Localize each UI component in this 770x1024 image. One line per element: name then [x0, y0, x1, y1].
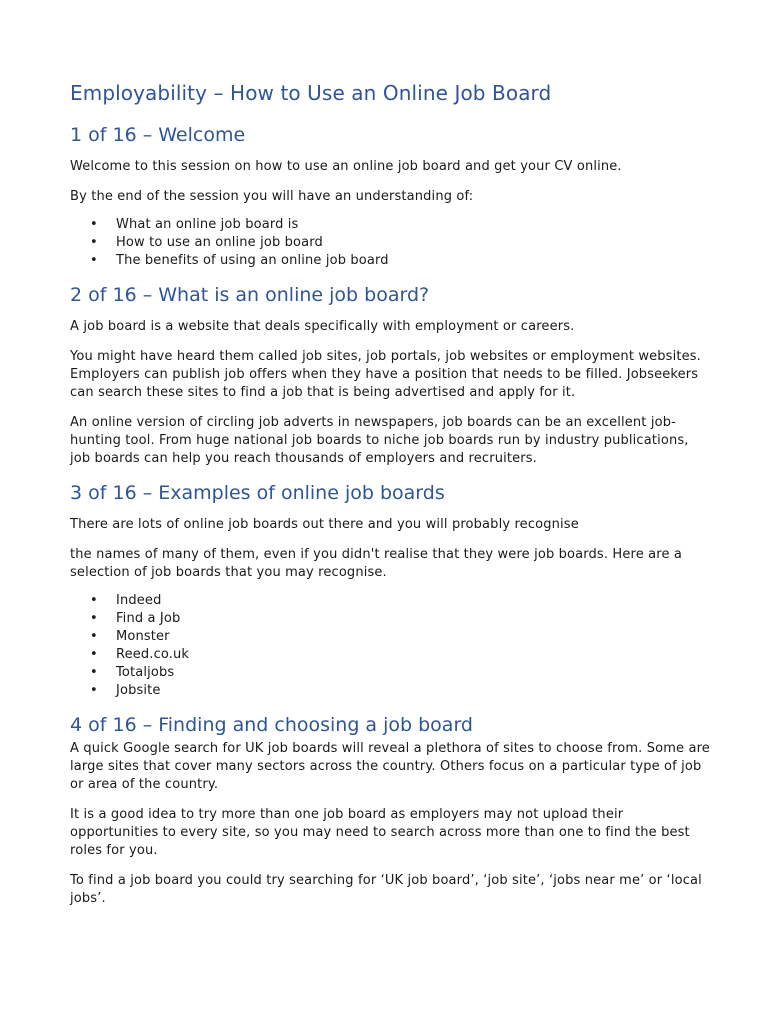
paragraph: It is a good idea to try more than one job board as employers may not upload their opportunities to every site, so you may need to search across more than one to find the best roles for you.: [70, 807, 690, 858]
list-item: • Totaljobs: [90, 665, 175, 680]
section-what-is-job-board: [70, 282, 710, 468]
paragraph: By the end of the session you will have an understanding of:: [70, 189, 474, 204]
list-item: • The benefits of using an online job board: [90, 253, 389, 268]
paragraph: You might have heard them called job sites, job portals, job websites or employment websites. Employers can publish job offers when they have a position that needs to be filled. Jobseekers can search these sites to find a job that is being advertised and apply for it.: [70, 349, 701, 400]
section-heading-welcome: 1 of 16 – Welcome: [70, 124, 246, 146]
bullet-icon: •: [90, 611, 98, 626]
list-item: • Find a Job: [90, 611, 181, 626]
section-finding-choosing: [70, 712, 710, 908]
document-title: Employability – How to Use an Online Job Board: [70, 81, 552, 105]
list-item: • Indeed: [90, 593, 162, 608]
paragraph: There are lots of online job boards out there and you will probably recognise: [70, 517, 579, 532]
section-examples: [70, 480, 710, 700]
paragraph: A quick Google search for UK job boards will reveal a plethora of sites to choose from. Some are large sites that cover many sectors across the country. Others focus on a particular type of job or area of the country.: [70, 741, 710, 792]
bullet-icon: •: [90, 217, 98, 232]
section-heading-what-is: 2 of 16 – What is an online job board?: [70, 284, 430, 306]
bullet-icon: •: [90, 629, 98, 644]
paragraph: the names of many of them, even if you didn't realise that they were job boards. Here are a selection of job boards that you may recognise.: [70, 547, 683, 580]
list-item: • Jobsite: [90, 683, 161, 698]
paragraph: Welcome to this session on how to use an online job board and get your CV online.: [70, 159, 622, 174]
paragraph: A job board is a website that deals specifically with employment or careers.: [70, 319, 575, 334]
bullet-list-objectives: [70, 216, 710, 270]
bullet-icon: •: [90, 683, 98, 698]
list-item: • Monster: [90, 629, 170, 644]
section-heading-examples: 3 of 16 – Examples of online job boards: [70, 482, 445, 504]
paragraph: To find a job board you could try searching for ‘UK job board’, ‘job site’, ‘jobs near me’ or ‘local jobs’.: [70, 873, 702, 906]
paragraph: An online version of circling job adverts in newspapers, job boards can be an excellent job-hunting tool. From huge national job boards to niche job boards run by industry publications, job boards can help you reach thousands of employers and recruiters.: [70, 415, 689, 466]
document-page: [70, 80, 710, 920]
bullet-icon: •: [90, 593, 98, 608]
section-welcome: [70, 122, 710, 270]
bullet-list-job-boards: [70, 592, 710, 700]
list-item: • How to use an online job board: [90, 235, 323, 250]
bullet-icon: •: [90, 647, 98, 662]
bullet-icon: •: [90, 235, 98, 250]
bullet-icon: •: [90, 253, 98, 268]
bullet-icon: •: [90, 665, 98, 680]
section-heading-finding: 4 of 16 – Finding and choosing a job board: [70, 714, 473, 736]
list-item: • Reed.co.uk: [90, 647, 190, 662]
list-item: • What an online job board is: [90, 217, 299, 232]
